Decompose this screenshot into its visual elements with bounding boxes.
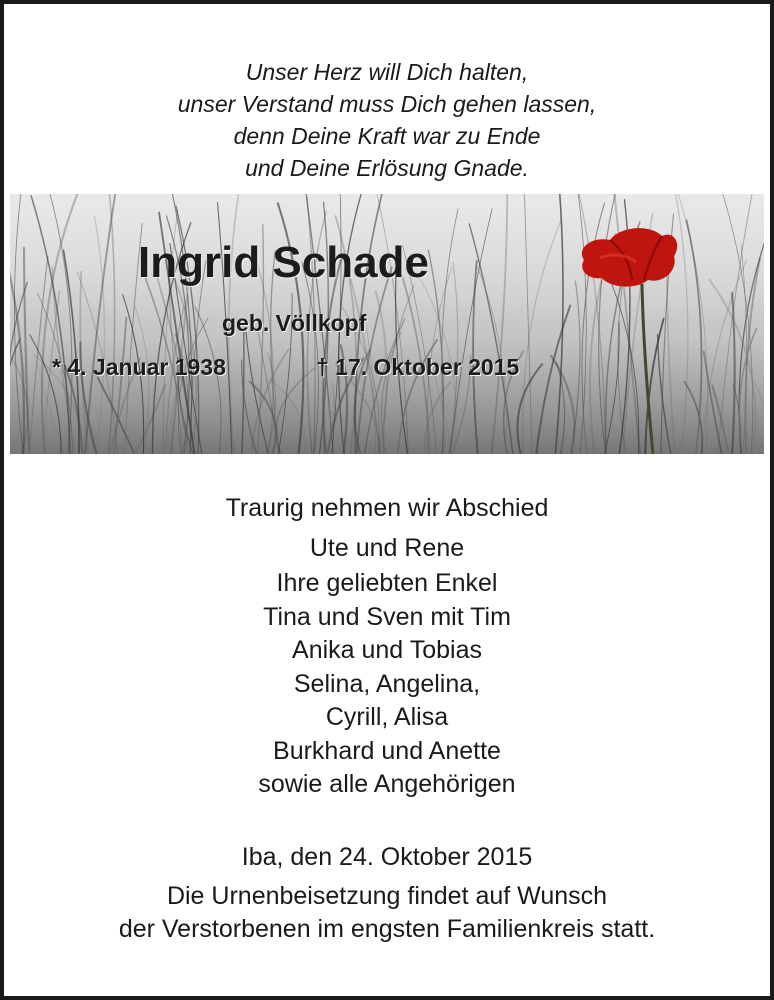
birth-name: geb. Völlkopf [222, 310, 367, 336]
closing-section [4, 840, 770, 946]
burial-note-line: der Verstorbenen im engsten Familienkreis statt. [118, 915, 656, 943]
poem-line: denn Deine Kraft war zu Ende [233, 123, 541, 149]
mourners-list [4, 490, 770, 802]
poem-line: und Deine Erlösung Gnade. [245, 155, 529, 181]
death-date: † 17. Oktober 2015 [316, 354, 520, 380]
birth-date: * 4. Januar 1938 [52, 354, 226, 380]
mourner-line: Ute und Rene [309, 534, 465, 562]
place-date: Iba, den 24. Oktober 2015 [241, 843, 533, 871]
farewell-line: Traurig nehmen wir Abschied [225, 494, 549, 522]
burial-note-line: Die Urnenbeisetzung findet auf Wunsch [166, 882, 608, 910]
poem-line: Unser Herz will Dich halten, [245, 59, 529, 85]
mourner-line: Selina, Angelina, [293, 669, 481, 698]
mourner-line: Anika und Tobias [292, 636, 482, 664]
poppy-flower-icon [570, 222, 690, 454]
poem [4, 56, 770, 184]
mourner-line: Burkhard und Anette [273, 736, 501, 765]
photo-banner [10, 194, 764, 454]
deceased-name: Ingrid Schade [138, 238, 429, 287]
poem-line: unser Verstand muss Dich gehen lassen, [177, 91, 597, 117]
mourner-line: Cyrill, Alisa [325, 703, 449, 731]
mourner-line: sowie alle Angehörigen [258, 770, 516, 798]
mourner-line: Tina und Sven mit Tim [263, 602, 511, 631]
mourner-line: Ihre geliebten Enkel [276, 569, 498, 597]
